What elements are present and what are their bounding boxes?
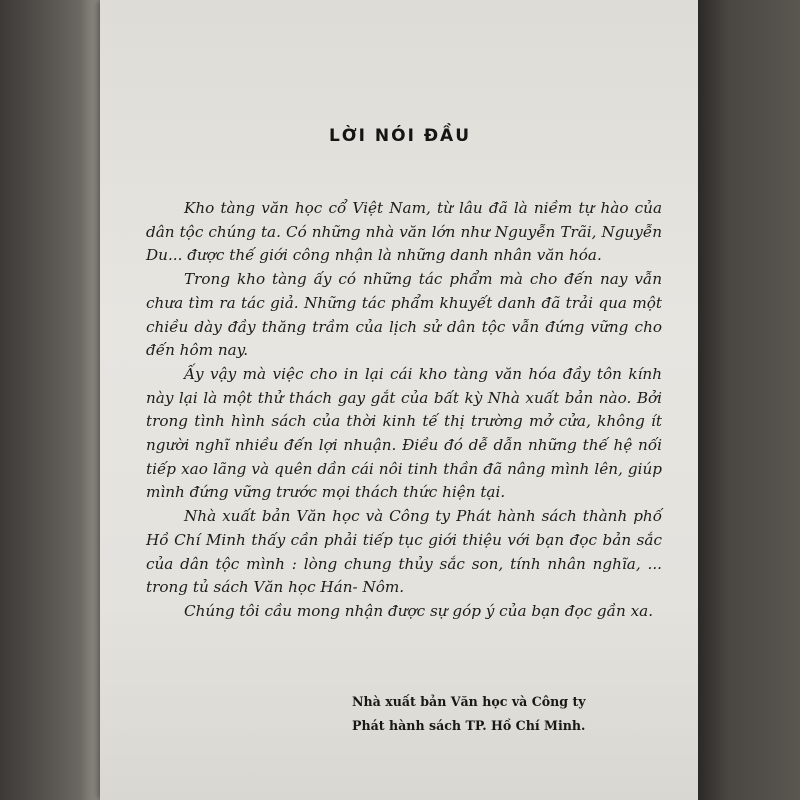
signature-line-1: Nhà xuất bản Văn học và Công ty bbox=[352, 694, 586, 709]
preface-body bbox=[146, 197, 662, 624]
paragraph-2: Trong kho tàng ấy có những tác phẩm mà cho đến nay vẫn chưa tìm ra tác giả. Những tác phẩm khuyết danh đã trải qua một chiều dày đầy thăng trầm của lịch sử dân tộc vẫn đứng vững cho đến hôm nay. bbox=[146, 270, 662, 360]
paragraph-5: Chúng tôi cầu mong nhận được sự góp ý của bạn đọc gần xa. bbox=[184, 601, 654, 620]
paragraph-4: Nhà xuất bản Văn học và Công ty Phát hành sách thành phố Hồ Chí Minh thấy cần phải tiếp tục giới thiệu với bạn đọc bản sắc của dân tộc mình : lòng chung thủy sắc son, tính nhân nghĩa, ... trong tủ sách Văn học Hán- Nôm. bbox=[146, 507, 662, 597]
paragraph-3: Ấy vậy mà việc cho in lại cái kho tàng văn hóa đầy tôn kính này lại là một thử thách gay gắt của bất kỳ Nhà xuất bản nào. Bởi trong tình hình sách của thời kinh tế thị trường mở cửa, không ít người nghĩ nhiều đến lợi nhuận. Điều đó dễ dẫn những thế hệ nối tiếp xao lãng và quên dần cái nôi tinh thần đã nâng mình lên, giúp mình đứng vững trước mọi thách thức hiện tại. bbox=[146, 364, 662, 502]
page-shadow-edge bbox=[698, 0, 800, 800]
signature-line-2: Phát hành sách TP. Hồ Chí Minh. bbox=[352, 718, 586, 733]
paragraph-1: Kho tàng văn học cổ Việt Nam, từ lâu đã là niềm tự hào của dân tộc chúng ta. Có những nhà văn lớn như Nguyễn Trãi, Nguyễn Du... được thế giới công nhận là những danh nhân văn hóa. bbox=[146, 199, 662, 265]
page-heading: LỜI NÓI ĐẦU bbox=[328, 126, 472, 146]
publisher-signature bbox=[352, 690, 672, 738]
